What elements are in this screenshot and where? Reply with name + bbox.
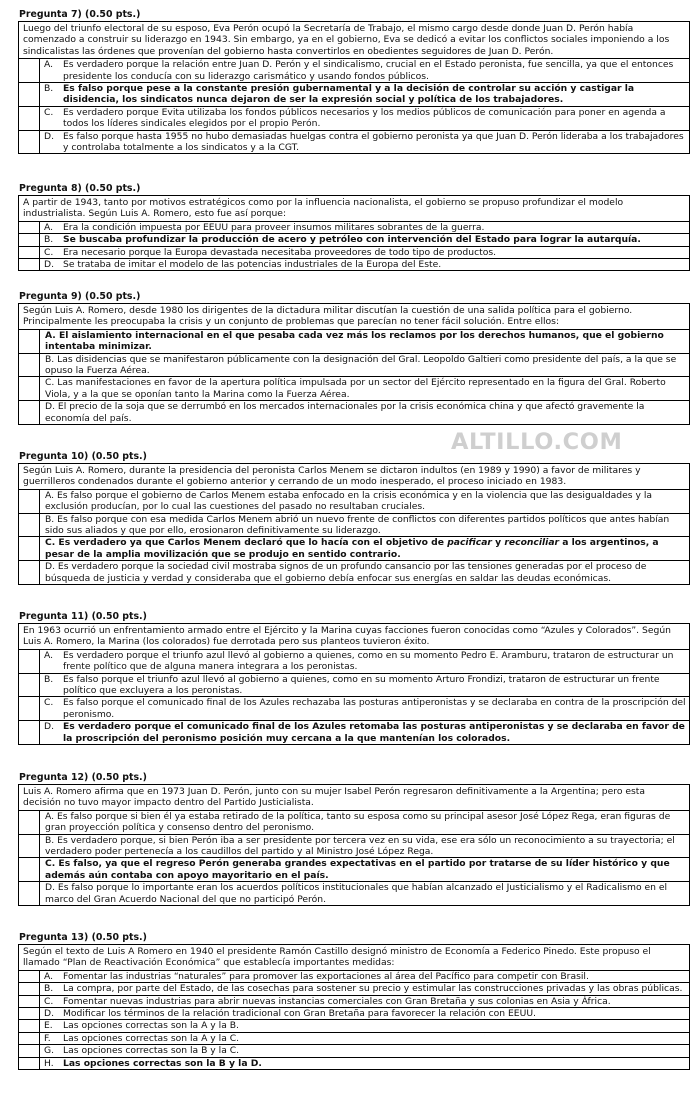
- option-d: [19, 1007, 689, 1019]
- option-a: [19, 222, 689, 233]
- option-text: Es verdadero porque Evita utilizaba los fondos públicos necesarios y los medios públicos de comunicación para poner en agenda a todos los líderes sindicales elegidos por el propio Perón.: [63, 106, 666, 130]
- question-11: [18, 611, 690, 745]
- option-gutter: [19, 537, 40, 560]
- option-letter: A.: [44, 970, 54, 982]
- question-box: [18, 784, 690, 906]
- option-text: Fomentar nuevas industrias para abrir nuevas instancias comerciales con Gran Bretaña y sus colonias en Asia y África.: [63, 995, 611, 1007]
- question-statement: Luego del triunfo electoral de su esposo, Eva Perón ocupó la Secretaría de Trabajo, el mismo cargo desde donde Juan D. Perón había comenzado a construir su liderazgo en 1943. Sin embargo, ya en el gobierno, Eva se dedicó a evitar los conflictos sociales imponiendo a los sindicalistas las órdenes que provenían del gobierno hasta convertirlos en obedientes seguidores de Juan D. Perón.: [19, 22, 689, 59]
- option-a: [19, 490, 689, 513]
- option-text-part: C. Es verdadero ya que Carlos Menem declaró que lo hacía con el objetivo de: [45, 537, 448, 549]
- option-d: [19, 258, 689, 270]
- option-text: Las opciones correctas son la A y la C.: [63, 1032, 240, 1044]
- question-header: Pregunta 8) (0.50 pts.): [19, 183, 141, 194]
- question-header: Pregunta 10) (0.50 pts.): [19, 451, 147, 462]
- option-gutter: [19, 330, 40, 353]
- option-letter: E.: [44, 1020, 53, 1032]
- option-a: [19, 330, 689, 353]
- option-text: C. Las manifestaciones en favor de la apertura política impulsada por un sector del Ejército representado en la figura del Gral. Roberto Viola, y a la que se oponían tanto la Marina como la Fuerza Aérea.: [45, 377, 666, 400]
- option-letter: A.: [44, 649, 54, 661]
- option-text: Es verdadero porque la relación entre Juan D. Perón y el sindicalismo, crucial en el Estado peronista, fue sencilla, ya que el entonces presidente los conducía con su liderazgo carismático y usando fondos públicos.: [63, 59, 674, 82]
- question-header: Pregunta 9) (0.50 pts.): [19, 291, 141, 302]
- option-text: Era necesario porque la Europa devastada necesitaba proveedores de todo tipo de productos.: [63, 246, 497, 258]
- question-statement: Según Luis A. Romero, desde 1980 los dirigentes de la dictadura militar discutían la cuestión de una salida política para el gobierno. Principalmente les preocupaba la crisis y un conjunto de problemas que parecían no tener fácil solución. Entre ellos:: [19, 304, 689, 330]
- option-b: [19, 982, 689, 994]
- option-letter: B.: [44, 234, 54, 246]
- question-10: [18, 451, 690, 585]
- question-7: [18, 9, 690, 154]
- options-list: [19, 222, 689, 271]
- option-text-emphasis: reconciliar: [504, 537, 560, 549]
- option-letter: D.: [44, 721, 54, 733]
- option-text: B. Las disidencias que se manifestaron públicamente con la designación del Gral. Leopoldo Galtieri como presidente del país, a la que se opuso la Fuerza Aérea.: [45, 353, 677, 377]
- option-d: [19, 881, 689, 905]
- question-box: [18, 944, 690, 1070]
- option-gutter: [19, 354, 40, 377]
- option-text: Fomentar las industrias “naturales” para promover las exportaciones al área del Pacífico para competir con Brasil.: [63, 970, 589, 982]
- option-b: [19, 233, 689, 245]
- option-c: [19, 857, 689, 881]
- question-12: [18, 772, 690, 906]
- question-header: Pregunta 7) (0.50 pts.): [19, 9, 141, 20]
- question-box: [18, 21, 690, 154]
- option-letter: C.: [44, 995, 54, 1007]
- option-b: [19, 834, 689, 858]
- option-gutter: [19, 983, 40, 994]
- option-gutter: [19, 697, 40, 720]
- option-c: [19, 995, 689, 1007]
- option-gutter: [19, 996, 40, 1007]
- option-gutter: [19, 858, 40, 881]
- option-letter: B.: [44, 983, 54, 995]
- option-letter: D.: [44, 1008, 54, 1020]
- option-gutter: [19, 882, 40, 905]
- options-list: [19, 971, 689, 1069]
- option-gutter: [19, 259, 40, 270]
- option-gutter: [19, 674, 40, 697]
- option-letter: C.: [44, 246, 54, 258]
- option-text: Es verdadero porque el triunfo azul llevó al gobierno a quienes, como en su momento Pedro E. Aramburu, trataron de estructurar un frente político que de alguna manera integrara a los peronistas.: [63, 649, 674, 673]
- options-list: [19, 59, 689, 153]
- question-statement: A partir de 1943, tanto por motivos estratégicos como por la influencia nacionalista, el gobierno se propuso profundizar el modelo industrialista. Según Luis A. Romero, esto fue así porque:: [19, 196, 689, 222]
- option-text: La compra, por parte del Estado, de las cosechas para sostener su precio y estimular las construcciones privadas y las obras públicas.: [63, 983, 683, 995]
- option-letter: C.: [44, 106, 54, 118]
- option-f: [19, 1032, 689, 1044]
- option-gutter: [19, 971, 40, 982]
- option-gutter: [19, 1058, 40, 1069]
- question-statement: En 1963 ocurrió un enfrentamiento armado entre el Ejército y la Marina cuyas facciones fueron conocidas como “Azules y Colorados”. Según Luis A. Romero, la Marina (los colorados) fue derrotada pero sus planteos tuvieron éxito.: [19, 624, 689, 650]
- option-text: Es falso porque hasta 1955 no hubo demasiadas huelgas contra el gobierno peronista ya que Juan D. Perón lideraba a los trabajadores y controlaba totalmente a los sindicatos y a la CGT.: [63, 130, 684, 154]
- option-h: [19, 1057, 689, 1069]
- option-text: D. Es falso porque lo importante eran los acuerdos políticos institucionales que habían alcanzado el Justicialismo y el Radicalismo en el marco del Gran Acuerdo Nacional del que no participó Perón.: [45, 882, 668, 905]
- option-gutter: [19, 835, 40, 858]
- option-text: Las opciones correctas son la A y la B.: [63, 1020, 239, 1032]
- watermark-text: ALTILLO.COM: [451, 429, 623, 455]
- option-gutter: [19, 131, 40, 154]
- option-b: [19, 673, 689, 697]
- option-d: [19, 400, 689, 424]
- option-gutter: [19, 234, 40, 245]
- question-box: [18, 195, 690, 271]
- question-statement: Según Luis A. Romero, durante la presidencia del peronista Carlos Menem se dictaron indultos (en 1989 y 1990) a favor de militares y guerrilleros condenados durante el gobierno anterior y cerrando de un modo inesperado, el proceso iniciado en 1983.: [19, 464, 689, 490]
- option-letter: G.: [44, 1045, 55, 1057]
- option-c: [19, 106, 689, 130]
- option-letter: B.: [44, 83, 54, 95]
- option-letter: D.: [44, 259, 54, 271]
- option-text: D. El precio de la soja que se derrumbó en los mercados internacionales por la crisis económica china y que afectó gravemente la economía del país.: [45, 401, 645, 424]
- option-gutter: [19, 1020, 40, 1031]
- option-text-part: y: [491, 537, 505, 549]
- option-gutter: [19, 401, 40, 424]
- option-gutter: [19, 222, 40, 233]
- option-gutter: [19, 59, 40, 82]
- option-g: [19, 1044, 689, 1056]
- option-letter: F.: [44, 1032, 51, 1044]
- option-gutter: [19, 561, 40, 584]
- option-b: [19, 513, 689, 537]
- option-gutter: [19, 514, 40, 537]
- option-letter: H.: [44, 1057, 54, 1069]
- option-text: D. Es verdadero porque la sociedad civil mostraba signos de un profundo cansancio por las tensiones generadas por el proceso de búsqueda de justicia y verdad y consideraba que el gobierno debía enfocar sus energías en saldar las deudas económicas.: [45, 561, 647, 584]
- option-letter: C.: [44, 697, 54, 709]
- option-gutter: [19, 811, 40, 834]
- option-text: Es falso porque el triunfo azul llevó al gobierno a quienes, como en su momento Arturo Frondizi, trataron de estructurar un frente político que excluyera a los peronistas.: [63, 673, 660, 697]
- option-gutter: [19, 107, 40, 130]
- option-text: Las opciones correctas son la B y la D.: [63, 1057, 262, 1069]
- option-text: Es verdadero porque el comunicado final de los Azules retomaba las posturas antiperonistas y se declaraba en favor de la proscripción del peronismo posición muy cercana a la que mantenían los colorados.: [63, 721, 685, 744]
- question-box: [18, 303, 690, 425]
- option-gutter: [19, 377, 40, 400]
- option-text: Se buscaba profundizar la producción de acero y petróleo con intervención del Estado para lograr la autarquía.: [63, 234, 641, 246]
- option-a: [19, 59, 689, 82]
- option-letter: A.: [44, 221, 54, 233]
- option-text: [45, 537, 687, 560]
- option-text: Modificar los términos de la relación tradicional con Gran Bretaña para favorecer la relación con EEUU.: [63, 1008, 536, 1020]
- option-text: Las opciones correctas son la B y la C.: [63, 1045, 240, 1057]
- option-text-emphasis: pacificar: [447, 537, 492, 549]
- option-gutter: [19, 1045, 40, 1056]
- option-c: [19, 376, 689, 400]
- option-gutter: [19, 1033, 40, 1044]
- option-gutter: [19, 490, 40, 513]
- option-gutter: [19, 721, 40, 744]
- option-b: [19, 82, 689, 106]
- option-text: A. Es falso porque si bien él ya estaba retirado de la política, tanto su esposa como su principal asesor José López Rega, eran figuras de gran proyección política y consenso dentro del peronismo.: [45, 810, 671, 834]
- option-text: Es falso porque pese a la constante presión gubernamental y a la decisión de controlar su acción y castigar la disidencia, los sindicatos nunca dejaron de ser la expresión social y política de los trabajadores.: [63, 83, 635, 106]
- option-gutter: [19, 247, 40, 258]
- question-box: [18, 463, 690, 585]
- option-c: [19, 696, 689, 720]
- question-statement: Según el texto de Luis A Romero en 1940 el presidente Ramón Castillo designó ministro de Economía a Federico Pinedo. Este propuso el llamado “Plan de Reactivación Económica” que establecía importantes medidas:: [19, 945, 689, 971]
- option-text-part: a los argentinos, a pesar de la amplia movilización que se produjo en sentido contrario.: [45, 537, 659, 560]
- option-text: Es falso porque el comunicado final de los Azules rechazaba las posturas antiperonistas y se declaraba en contra de la proscripción del peronismo.: [63, 697, 686, 720]
- option-letter: D.: [44, 130, 54, 142]
- options-list: [19, 490, 689, 584]
- option-gutter: [19, 1008, 40, 1019]
- options-list: [19, 650, 689, 744]
- question-header: Pregunta 12) (0.50 pts.): [19, 772, 147, 783]
- option-e: [19, 1019, 689, 1031]
- option-letter: A.: [44, 59, 54, 71]
- option-text: Era la condición impuesta por EEUU para proveer insumos militares sobrantes de la guerra.: [63, 221, 485, 233]
- question-8: [18, 183, 690, 271]
- option-b: [19, 353, 689, 377]
- option-text: C. Es falso, ya que el regreso Perón generaba grandes expectativas en el partido por tratarse de su líder histórico y que además aún contaba con apoyo mayoritario en el país.: [45, 858, 670, 881]
- option-d: [19, 560, 689, 584]
- option-text: B. Es falso porque con esa medida Carlos Menem abrió un nuevo frente de conflictos con diferentes partidos políticos que antes habían sido sus aliados y que por ello, erosionaron definitivamente su liderazgo.: [45, 513, 670, 537]
- option-d: [19, 130, 689, 154]
- question-13: [18, 932, 690, 1070]
- option-c: [19, 246, 689, 258]
- option-text: B. Es verdadero porque, si bien Perón iba a ser presidente por tercera vez en su vida, ese era sólo un reconocimiento a su trayectoria; el verdadero poder pertenecía a los caudillos del partido y al Ministro José López Rega.: [45, 834, 675, 858]
- option-a: [19, 650, 689, 673]
- option-gutter: [19, 83, 40, 106]
- option-text: A. El aislamiento internacional en el que pesaba cada vez más los reclamos por los derechos humanos, que el gobierno intentaba minimizar.: [45, 329, 664, 353]
- option-gutter: [19, 650, 40, 673]
- option-c: [19, 536, 689, 560]
- option-a: [19, 811, 689, 834]
- question-box: [18, 623, 690, 745]
- question-statement: Luis A. Romero afirma que en 1973 Juan D. Perón, junto con su mujer Isabel Perón regresaron definitivamente a la Argentina; pero esta decisión no tuvo mayor impacto dentro del Partido Justicialista.: [19, 785, 689, 811]
- question-9: [18, 291, 690, 425]
- options-list: [19, 811, 689, 905]
- option-text: A. Es falso porque el gobierno de Carlos Menem estaba enfocado en la crisis económica y en la violencia que las desigualdades y la exclusión producían, por lo cual las cuestiones del pasado no resultaban cruciales.: [45, 489, 653, 513]
- option-letter: B.: [44, 673, 54, 685]
- option-a: [19, 971, 689, 982]
- option-d: [19, 720, 689, 744]
- option-text: Se trataba de imitar el modelo de las potencias industriales de la Europa del Este.: [63, 259, 442, 271]
- question-header: Pregunta 13) (0.50 pts.): [19, 932, 147, 943]
- options-list: [19, 330, 689, 424]
- question-header: Pregunta 11) (0.50 pts.): [19, 611, 147, 622]
